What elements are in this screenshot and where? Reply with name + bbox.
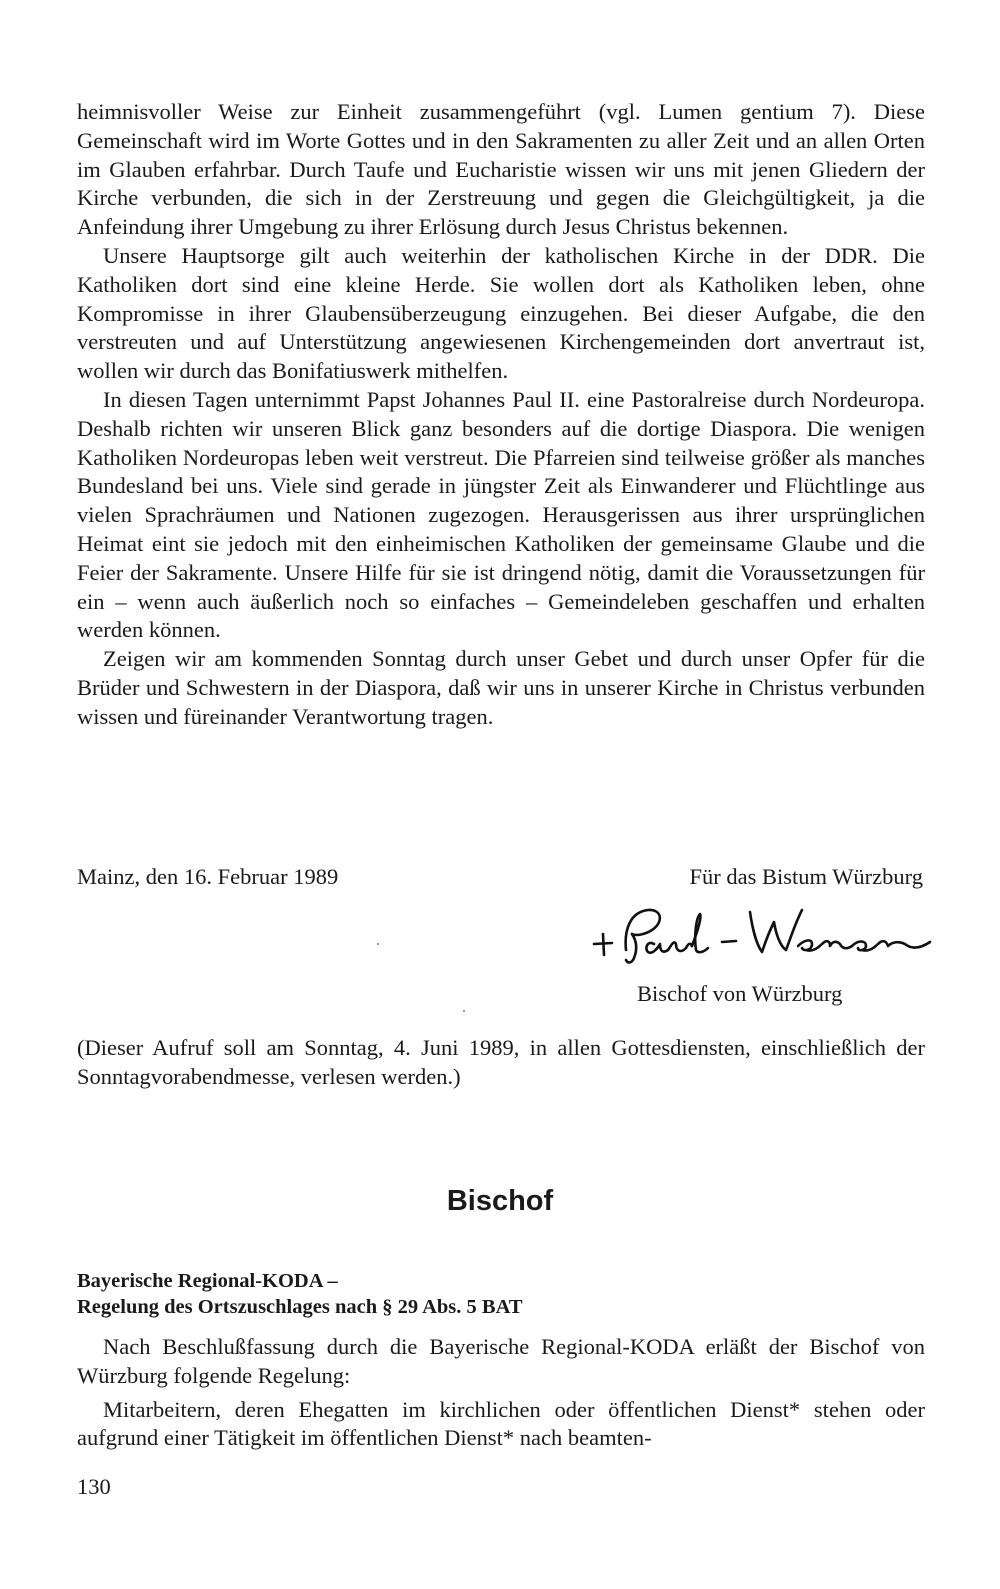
bishop-title: Bischof von Würzburg	[637, 981, 843, 1006]
subheading-line-2: Regelung des Ortszuschlages nach § 29 Abs. 5 BAT	[77, 1296, 523, 1318]
paragraph-continuation: heimnisvoller Weise zur Einheit zusammengeführt (vgl. Lumen gentium 7). Diese Gemeinschaft wird im Worte Gottes und in den Sakramenten zu aller Zeit und an allen Orten im Glauben erfahrbar. Durch Taufe und Eucharistie wissen wir uns mit jenen Gliedern der Kirche verbunden, die sich in der Zerstreuung und gegen die Gleichgültigkeit, ja die Anfeindung ihrer Umgebung zu ihrer Erlösung durch Jesus Christus bekennen.	[77, 99, 925, 240]
place-date: Mainz, den 16. Februar 1989	[77, 864, 339, 889]
regulation-intro: Nach Beschlußfassung durch die Bayerische Regional-KODA erläßt der Bischof von Würzburg folgende Regelung:	[77, 1334, 925, 1388]
page-number: 130	[77, 1474, 111, 1499]
section-heading: Bischof	[446, 1185, 554, 1217]
paragraph-sonntag: Zeigen wir am kommenden Sonntag durch unser Gebet und durch unser Opfer für die Brüder und Schwestern in der Diaspora, daß wir uns in unserer Kirche in Christus verbunden wissen und füreinander Verantwortung tragen.	[77, 646, 925, 729]
bishop-signature	[590, 900, 935, 976]
body-text-block	[77, 98, 925, 732]
reading-note-text: (Dieser Aufruf soll am Sonntag, 4. Juni 1989, in allen Gottesdiensten, einschließlich der Sonntagvorabendmesse, verlesen werden.)	[77, 1035, 925, 1089]
on-behalf-line: Für das Bistum Würzburg	[689, 864, 923, 889]
regulation-text-block	[77, 1333, 925, 1453]
subheading-line-1: Bayerische Regional-KODA –	[77, 1270, 338, 1292]
paragraph-nordeuropa: In diesen Tagen unternimmt Papst Johannes Paul II. eine Pastoralreise durch Nordeuropa. Deshalb richten wir unseren Blick ganz besonders auf die dortige Diaspora. Die wenigen Katholiken Nordeuropas leben weit verstreut. Die Pfarreien sind teilweise größer als manches Bundesland bei uns. Viele sind gerade in jüngster Zeit als Einwanderer und Flüchtlinge aus vielen Sprachräumen und Nationen zugezogen. Herausgerissen aus ihrer ursprünglichen Heimat eint sie jedoch mit den einheimischen Katholiken der gemeinsame Glaube und die Feier der Sakramente. Unsere Hilfe für sie ist dringend nötig, damit die Voraussetzungen für ein – wenn auch äußerlich noch so einfaches – Gemeindeleben geschaffen und erhalten werden können.	[77, 386, 925, 643]
reading-note	[77, 1034, 925, 1092]
scan-speck	[377, 943, 379, 945]
regulation-text: Mitarbeitern, deren Ehegatten im kirchlichen oder öffentlichen Dienst* stehen oder aufgrund einer Tätigkeit im öffentlichen Dienst* nach beamten-	[77, 1396, 925, 1451]
scan-speck	[463, 1010, 465, 1012]
paragraph-ddr: Unsere Hauptsorge gilt auch weiterhin der katholischen Kirche in der DDR. Die Katholiken dort sind eine kleine Herde. Sie wollen dort als Katholiken leben, ohne Kompromisse in ihrer Glaubensüberzeugung einzugehen. Bei dieser Aufgabe, die den verstreuten und auf Unterstützung angewiesenen Kirchengemeinden dort anvertraut ist, wollen wir durch das Bonifatiuswerk mithelfen.	[77, 242, 925, 384]
